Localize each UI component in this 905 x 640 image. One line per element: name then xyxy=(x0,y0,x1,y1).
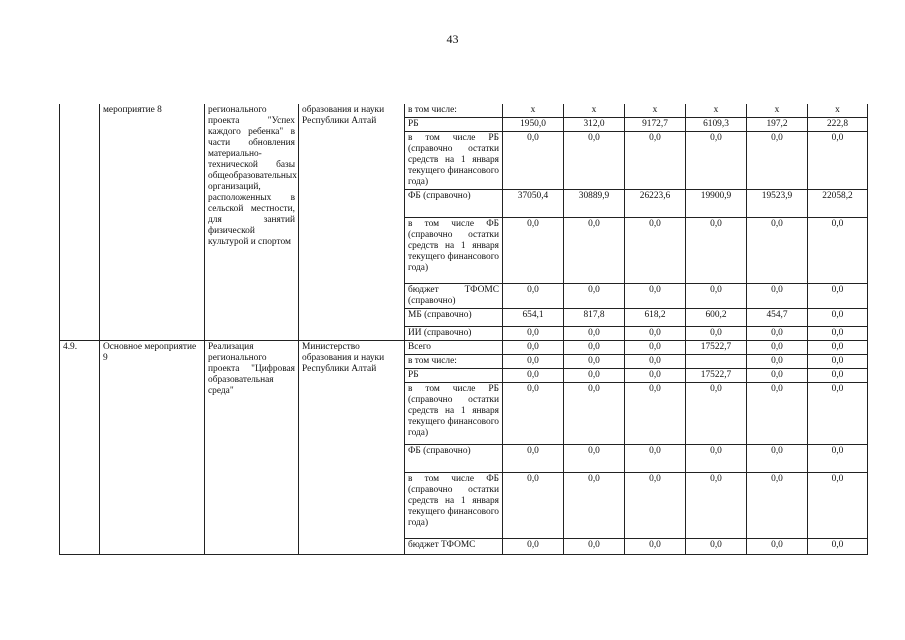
funding-source: бюджет ТФОМС (справочно) xyxy=(405,284,503,309)
funding-value: 0,0 xyxy=(625,539,686,555)
funding-value: 0,0 xyxy=(686,284,747,309)
funding-source: МБ (справочно) xyxy=(405,309,503,327)
funding-value: 0,0 xyxy=(564,369,625,383)
funding-source: Всего xyxy=(405,341,503,355)
funding-value: 0,0 xyxy=(503,355,564,369)
item-executor: Министерство образования и науки Республики Алтай xyxy=(299,341,405,555)
funding-value: 0,0 xyxy=(503,132,564,190)
funding-value: 0,0 xyxy=(808,445,868,473)
funding-value: 0,0 xyxy=(747,445,808,473)
table-row xyxy=(60,104,868,118)
funding-value: 0,0 xyxy=(686,445,747,473)
funding-value: 0,0 xyxy=(747,369,808,383)
funding-value: 0,0 xyxy=(564,445,625,473)
funding-value: 0,0 xyxy=(686,383,747,445)
funding-value: 19523,9 xyxy=(747,190,808,218)
funding-value: 0,0 xyxy=(747,132,808,190)
funding-value: 0,0 xyxy=(808,383,868,445)
funding-value: 222,8 xyxy=(808,118,868,132)
funding-source: в том числе РБ (справочно остатки средств на 1 января текущего финансового года) xyxy=(405,132,503,190)
funding-value: 17522,7 xyxy=(686,341,747,355)
funding-value: 0,0 xyxy=(747,327,808,341)
funding-value: 654,1 xyxy=(503,309,564,327)
funding-value: 0,0 xyxy=(625,284,686,309)
funding-source: в том числе ФБ (справочно остатки средств на 1 января текущего финансового года) xyxy=(405,218,503,284)
page-number: 43 xyxy=(446,32,459,46)
funding-value: 0,0 xyxy=(808,218,868,284)
funding-value: 0,0 xyxy=(686,327,747,341)
funding-value: 0,0 xyxy=(625,341,686,355)
funding-value: х xyxy=(564,104,625,118)
funding-value: 0,0 xyxy=(564,132,625,190)
funding-value: 6109,3 xyxy=(686,118,747,132)
funding-value: 0,0 xyxy=(564,383,625,445)
funding-value: 0,0 xyxy=(686,539,747,555)
table-body xyxy=(60,104,868,555)
table-row xyxy=(60,341,868,355)
funding-value: 0,0 xyxy=(625,383,686,445)
funding-value: 0,0 xyxy=(564,341,625,355)
funding-source: ФБ (справочно) xyxy=(405,190,503,218)
funding-value: 9172,7 xyxy=(625,118,686,132)
funding-value: 0,0 xyxy=(747,284,808,309)
funding-value: 0,0 xyxy=(747,383,808,445)
funding-value: 0,0 xyxy=(747,341,808,355)
funding-value: 0,0 xyxy=(625,445,686,473)
funding-value: 0,0 xyxy=(808,473,868,539)
funding-source: в том числе РБ (справочно остатки средств на 1 января текущего финансового года) xyxy=(405,383,503,445)
funding-value: 0,0 xyxy=(564,473,625,539)
funding-value: 0,0 xyxy=(625,473,686,539)
funding-value: 37050,4 xyxy=(503,190,564,218)
item-description: Реализация регионального проекта "Цифровая образовательная среда" xyxy=(205,341,299,555)
item-number: 4.9. xyxy=(60,341,100,555)
funding-value: 0,0 xyxy=(564,355,625,369)
funding-value: 30889,9 xyxy=(564,190,625,218)
funding-value: 0,0 xyxy=(503,284,564,309)
funding-value: 312,0 xyxy=(564,118,625,132)
funding-value: 1950,0 xyxy=(503,118,564,132)
funding-value: х xyxy=(808,104,868,118)
funding-value: 0,0 xyxy=(503,473,564,539)
funding-value: 26223,6 xyxy=(625,190,686,218)
funding-value: 22058,2 xyxy=(808,190,868,218)
funding-value: 0,0 xyxy=(503,445,564,473)
funding-value: 0,0 xyxy=(625,132,686,190)
funding-value: 0,0 xyxy=(747,473,808,539)
funding-value: 17522,7 xyxy=(686,369,747,383)
item-number xyxy=(60,104,100,341)
funding-value: 0,0 xyxy=(625,369,686,383)
funding-value: 0,0 xyxy=(564,539,625,555)
funding-source: ИИ (справочно) xyxy=(405,327,503,341)
funding-source: в том числе: xyxy=(405,104,503,118)
funding-value: 0,0 xyxy=(564,327,625,341)
funding-value: 0,0 xyxy=(747,355,808,369)
funding-value xyxy=(686,355,747,369)
funding-source: ФБ (справочно) xyxy=(405,445,503,473)
funding-source: РБ xyxy=(405,369,503,383)
funding-value: 0,0 xyxy=(564,284,625,309)
funding-value: 0,0 xyxy=(808,369,868,383)
funding-value: 0,0 xyxy=(503,369,564,383)
funding-value: 817,8 xyxy=(564,309,625,327)
funding-value: 0,0 xyxy=(625,218,686,284)
funding-value: 0,0 xyxy=(808,355,868,369)
funding-value: 0,0 xyxy=(808,132,868,190)
funding-source: в том числе ФБ (справочно остатки средств на 1 января текущего финансового года) xyxy=(405,473,503,539)
item-name: Основное мероприятие 9 xyxy=(100,341,205,555)
funding-value: 0,0 xyxy=(503,383,564,445)
funding-value: 0,0 xyxy=(808,341,868,355)
item-name: мероприятие 8 xyxy=(100,104,205,341)
funding-value: 0,0 xyxy=(564,218,625,284)
funding-value: х xyxy=(686,104,747,118)
funding-value: х xyxy=(747,104,808,118)
item-executor: образования и науки Республики Алтай xyxy=(299,104,405,341)
funding-value: 0,0 xyxy=(747,218,808,284)
funding-value: 0,0 xyxy=(503,218,564,284)
funding-value: 0,0 xyxy=(625,327,686,341)
funding-value: 600,2 xyxy=(686,309,747,327)
funding-value: 19900,9 xyxy=(686,190,747,218)
funding-value: 0,0 xyxy=(625,355,686,369)
funding-value: 0,0 xyxy=(686,473,747,539)
funding-value: 618,2 xyxy=(625,309,686,327)
funding-value: 197,2 xyxy=(747,118,808,132)
funding-value: 0,0 xyxy=(808,284,868,309)
funding-source: в том числе: xyxy=(405,355,503,369)
funding-value: 0,0 xyxy=(747,539,808,555)
funding-value: 0,0 xyxy=(686,218,747,284)
funding-value: 0,0 xyxy=(686,132,747,190)
funding-value: 0,0 xyxy=(808,539,868,555)
funding-value: 0,0 xyxy=(503,327,564,341)
funding-source: бюджет ТФОМС xyxy=(405,539,503,555)
funding-value: 454,7 xyxy=(747,309,808,327)
funding-value: 0,0 xyxy=(808,309,868,327)
funding-value: х xyxy=(503,104,564,118)
funding-value: 0,0 xyxy=(503,341,564,355)
funding-value: х xyxy=(625,104,686,118)
funding-value: 0,0 xyxy=(808,327,868,341)
item-description: регионального проекта "Успех каждого ребенка" в части обновления материально-технической базы общеобразовательных организаций, расположенных в сельской местности, для занятий физической культурой и спортом xyxy=(205,104,299,341)
funding-source: РБ xyxy=(405,118,503,132)
funding-value: 0,0 xyxy=(503,539,564,555)
budget-table xyxy=(59,104,868,555)
